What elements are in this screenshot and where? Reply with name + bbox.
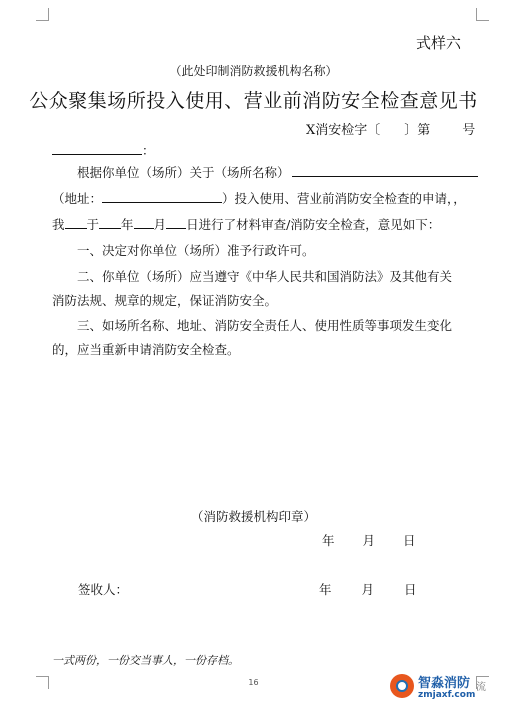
body-line-3-d: 月: [153, 217, 167, 232]
watermark-tail-text: 流: [476, 682, 486, 693]
opinion-item-2-line-2: 消防法规、规章的规定，保证消防安全。: [52, 293, 278, 308]
addressee-line: [52, 141, 155, 159]
opinion-item-2-line-1: 二、你单位（场所）应当遵守《中华人民共和国消防法》及其他有关: [77, 269, 453, 284]
watermark: [390, 670, 507, 706]
body-line-3-e: 日进行了材料审查/消防安全检查，意见如下：: [186, 217, 441, 232]
document-title: 公众聚集场所投入使用、营业前消防安全检查意见书: [29, 90, 478, 112]
venue-name-blank: [292, 163, 478, 177]
crop-mark-top-left: [36, 8, 49, 21]
receiver-date: [319, 580, 417, 598]
document-number: [306, 119, 475, 138]
copies-note: 一式两份，一份交当事人，一份存档。: [52, 654, 239, 667]
crop-mark-top-right: [476, 8, 489, 21]
watermark-logo-icon: [390, 674, 414, 698]
page-number: 16: [248, 678, 259, 687]
body-line-1-text: 根据你单位（场所）关于（场所名称）: [77, 165, 290, 180]
document-number-prefix: X消安检字〔: [306, 123, 381, 138]
style-label: 式样六: [416, 34, 462, 52]
receiver-date-month: 月: [361, 582, 375, 597]
body-line-2-text: ）投入使用、营业前消防安全检查的申请，，: [222, 191, 466, 206]
addressee-colon: ：: [142, 143, 155, 158]
opinion-item-1: 一、决定对你单位（场所）准予行政许可。: [77, 243, 315, 258]
seal-date-month: 月: [362, 533, 376, 548]
body-line-3-b: 于: [86, 217, 100, 232]
day-blank: [166, 215, 186, 229]
addressee-blank: [52, 141, 142, 155]
org-name-placeholder: （此处印制消防救援机构名称）: [169, 64, 338, 78]
seal-date-day: 日: [403, 533, 416, 548]
watermark-brand-cn: 智淼消防: [418, 676, 471, 691]
document-number-mid: 〕第: [404, 123, 431, 138]
seal-date-year: 年: [322, 533, 335, 548]
document-number-suffix: 号: [462, 123, 476, 138]
body-line-2: [52, 186, 472, 212]
receiver-date-year: 年: [319, 582, 332, 597]
seal-placeholder: （消防救援机构印章）: [190, 509, 316, 524]
body-line-3: [52, 212, 472, 238]
agency-blank: [65, 215, 87, 229]
receiver-date-day: 日: [404, 582, 417, 597]
body-line-3-c: 年: [121, 217, 134, 232]
year-blank: [99, 215, 121, 229]
receiver-label: 签收人：: [78, 582, 129, 597]
body-line-1: [52, 160, 472, 186]
seal-date: [322, 531, 416, 549]
opinion-item-3-line-1: 三、如场所名称、地址、消防安全责任人、使用性质等事项发生变化: [77, 318, 453, 333]
opinion-item-3-line-2: 的，应当重新申请消防安全检查。: [52, 342, 240, 357]
watermark-brand-en: zmjaxf.com: [418, 690, 476, 700]
address-label: （地址：: [52, 191, 103, 206]
body-line-3-a: 我: [52, 217, 65, 232]
month-blank: [134, 215, 154, 229]
address-blank: [102, 189, 222, 203]
